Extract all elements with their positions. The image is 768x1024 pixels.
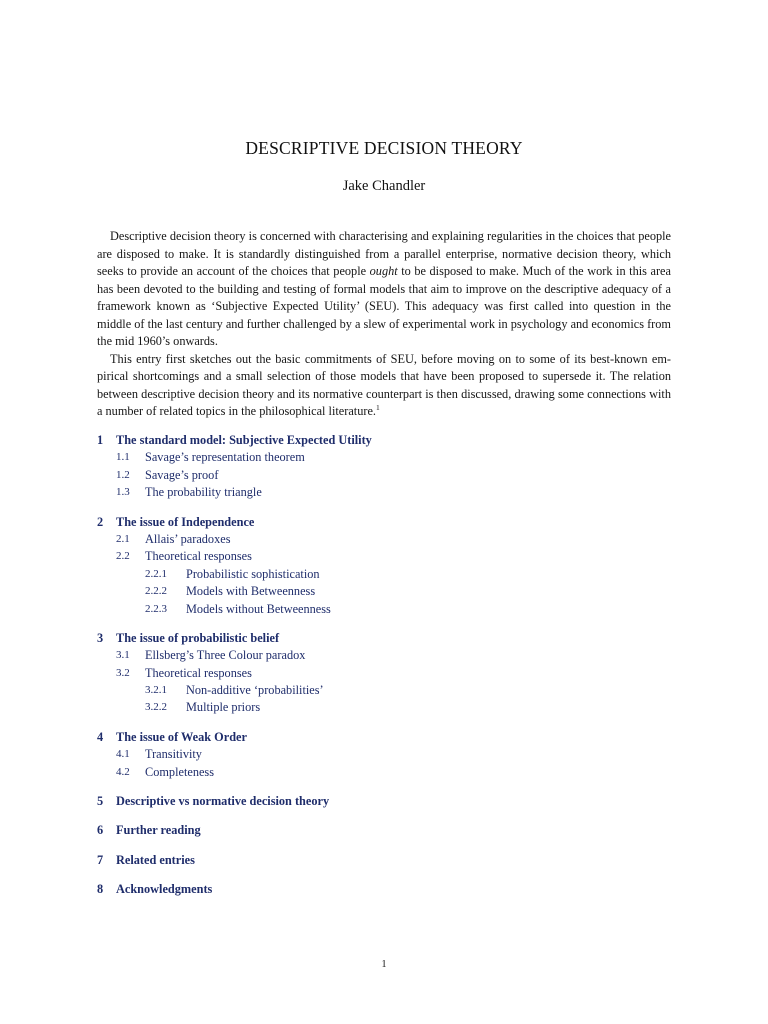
toc-section-number: 6 [97,823,104,838]
author-name: Jake Chandler [342,178,426,194]
toc-subsection-3-2[interactable] [97,665,597,682]
toc-spacer [97,869,597,881]
toc-subsection-link[interactable]: The probability triangle [145,485,262,500]
abstract [97,228,671,421]
toc-subsection-4-1[interactable] [97,746,597,763]
toc-section-number: 3 [97,630,104,645]
toc-section-number: 7 [97,852,104,867]
toc-subsection-link[interactable]: Transitivity [145,747,202,762]
toc-subsection-link[interactable]: Models with Betweenness [186,584,316,599]
toc-subsection-link[interactable]: Multiple priors [186,700,261,715]
abstract-p1-text-b: to be disposed to make. Much of the work in this area has been devoted to the building and testing of formal models that aim to improve on the descriptive adequacy of a framework known as ‘Subjective Expected Utility’ (SEU). This adequacy was first called into question in the middle of the last century and further challenged by a slew of experimental work in psychology and economics from the mid 1960’s onwards. [97,264,671,348]
toc-subsection-link[interactable]: Savage’s representation theorem [145,450,305,465]
toc-subsection-link[interactable]: Ellsberg’s Three Colour paradox [145,648,306,663]
toc-section-2[interactable] [97,514,597,531]
toc-section-number: 5 [97,794,104,809]
toc-section-link[interactable]: Acknowledgments [116,882,213,897]
page-number: 1 [381,959,387,970]
toc-subsection-number: 4.1 [116,748,130,761]
toc-spacer [97,810,597,822]
abstract-paragraph-2 [97,351,671,421]
toc-subsection-number: 2.2.3 [145,602,167,615]
toc-subsection-number: 2.2 [116,550,130,563]
toc-spacer [97,840,597,852]
toc-subsection-link[interactable]: Probabilistic sophistication [186,566,320,581]
toc-subsection-number: 2.1 [116,532,130,545]
toc-subsection-4-2[interactable] [97,764,597,781]
toc-section-link[interactable]: The issue of Independence [116,514,255,529]
toc-subsection-link[interactable]: Allais’ paradoxes [145,531,231,546]
toc-section-number: 1 [97,433,104,447]
toc-section-link[interactable]: Related entries [116,852,195,867]
toc-subsection-number: 1.3 [116,486,130,499]
toc-spacer [97,781,597,793]
toc-subsection-number: 1.2 [116,468,130,481]
toc-section-link[interactable]: The standard model: Subjective Expected Utility [116,433,372,447]
toc-subsection-1-2[interactable] [97,467,597,484]
toc-spacer [97,717,597,729]
toc-section-5[interactable] [97,793,597,810]
toc-section-1[interactable] [97,432,597,449]
toc-subsection-link[interactable]: Savage’s proof [145,467,219,482]
toc-section-number: 4 [97,729,104,744]
toc-subsection-number: 1.1 [116,451,130,464]
toc-subsection-3-2-1[interactable] [97,682,597,699]
toc-subsection-number: 3.2.1 [145,684,167,697]
toc-subsection-number: 2.2.2 [145,585,167,598]
toc-subsection-number: 3.1 [116,649,130,662]
toc-subsection-link[interactable]: Models without Betweenness [186,601,331,616]
abstract-p2-text: This entry first sketches out the basic commitments of SEU, before moving on to some of its best-known empirical shortcomings and a small selection of those models that have been proposed to supersede it. The relation between descriptive decision theory and its normative counterpart is then discussed, drawing some connections with a number of related topics in the philosophical literature. [97,351,671,418]
toc-subsection-2-2[interactable] [97,548,597,565]
toc-subsection-1-1[interactable] [97,449,597,466]
emphasis-ought: ought [369,264,398,278]
toc-section-link[interactable]: Descriptive vs normative decision theory [116,794,330,809]
toc-section-link[interactable]: The issue of probabilistic belief [116,630,280,645]
toc-subsection-link[interactable]: Theoretical responses [145,665,252,680]
toc-section-3[interactable] [97,630,597,647]
toc-section-4[interactable] [97,729,597,746]
toc-subsection-number: 4.2 [116,765,130,778]
toc-subsection-2-2-1[interactable] [97,566,597,583]
toc-section-8[interactable] [97,881,597,898]
toc-subsection-2-2-2[interactable] [97,583,597,600]
toc-subsection-number: 3.2 [116,666,130,679]
toc-section-number: 8 [97,882,104,897]
toc-subsection-1-3[interactable] [97,484,597,501]
toc-subsection-2-1[interactable] [97,531,597,548]
toc-subsection-number: 3.2.2 [145,701,167,714]
toc-subsection-link[interactable]: Theoretical responses [145,549,252,564]
toc-spacer [97,618,597,630]
toc-subsection-link[interactable]: Completeness [145,764,214,779]
toc-subsection-3-2-2[interactable] [97,699,597,716]
abstract-p1-text-a: Descriptive decision theory is concerned with characterising and explaining regularities in the choices that people are disposed to make. It is standardly distinguished from a parallel enterprise, normative decision theory, which seeks to provide an account of the choices that people [97,229,671,278]
toc-subsection-link[interactable]: Non-additive ‘probabilities’ [186,683,324,698]
toc-spacer [97,502,597,514]
toc-section-7[interactable] [97,852,597,869]
footnote-marker[interactable]: 1 [375,403,380,412]
toc-subsection-number: 2.2.1 [145,567,167,580]
toc-section-number: 2 [97,514,104,529]
document-title: DESCRIPTIVE DECISION THEORY [245,138,523,158]
toc-section-link[interactable]: The issue of Weak Order [116,729,247,744]
toc-subsection-3-1[interactable] [97,647,597,664]
toc-section-6[interactable] [97,822,597,839]
toc-subsection-2-2-3[interactable] [97,601,597,618]
toc-section-link[interactable]: Further reading [116,823,201,838]
table-of-contents [97,432,597,899]
abstract-paragraph-1 [97,228,671,351]
